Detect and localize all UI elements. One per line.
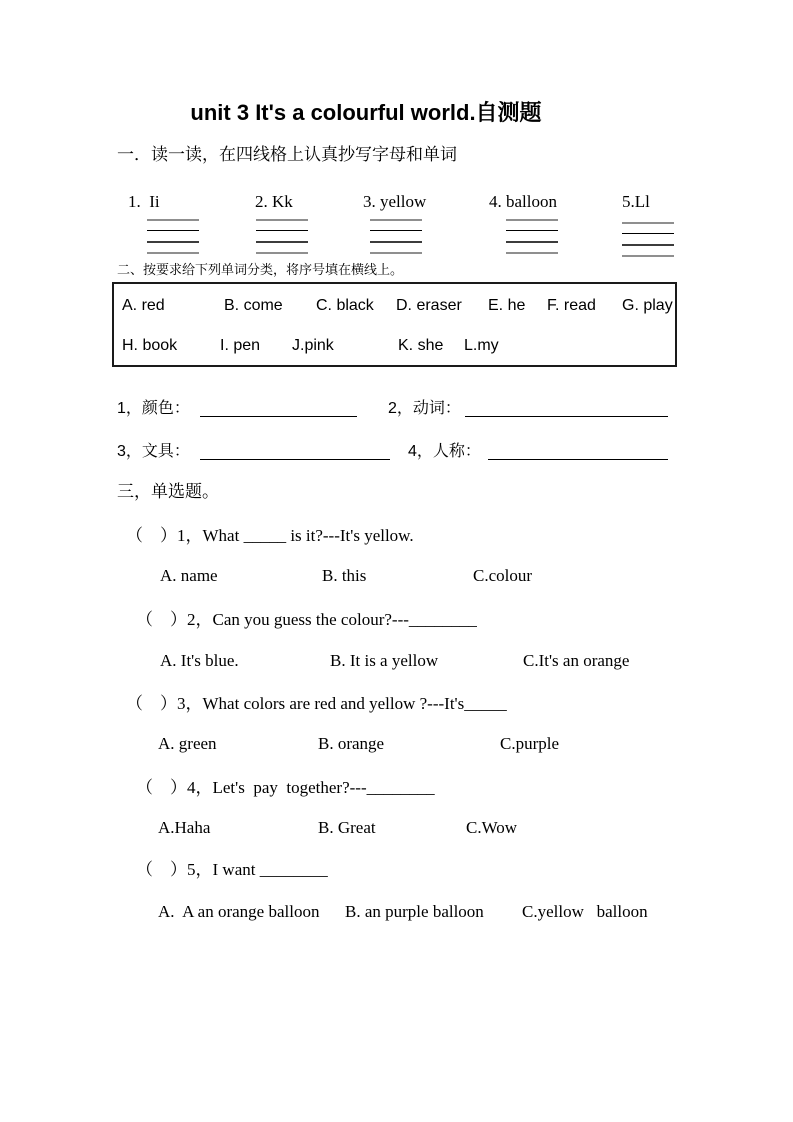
question-3: （ ）3，What colors are red and yellow ?---It's_____ (126, 694, 507, 713)
question-4-option-b: B. Great (318, 818, 376, 837)
copy-item-4: 4. balloon (489, 192, 557, 211)
category-label-stationery: 3，文具： (117, 443, 190, 460)
question-5-option-b: B. an purple balloon (345, 902, 484, 921)
word-i: I. pen (220, 337, 261, 354)
question-2-option-c: C.It's an orange (523, 651, 630, 670)
question-2-option-b: B. It is a yellow (330, 651, 439, 670)
question-1-option-b: B. this (322, 566, 367, 585)
question-5: （ ）5，I want ________ (136, 860, 328, 879)
question-2-option-a: A. It's blue. (160, 651, 239, 670)
writing-grid-3[interactable] (370, 219, 422, 255)
word-c: C. black (316, 297, 374, 314)
word-bank-box (112, 282, 677, 367)
grid-line (370, 230, 422, 231)
grid-line (256, 241, 308, 243)
category-label-colors: 1，颜色： (117, 400, 190, 417)
question-3-option-b: B. orange (318, 734, 385, 753)
writing-grid-4[interactable] (506, 219, 558, 255)
question-4: （ ）4，Let's pay together?---________ (136, 778, 435, 797)
grid-line (147, 219, 199, 221)
writing-grid-1[interactable] (147, 219, 199, 255)
grid-line (147, 241, 199, 243)
grid-line (622, 233, 674, 234)
grid-line (256, 230, 308, 231)
word-g: G. play (622, 297, 673, 314)
section-two-heading: 二、按要求给下列单词分类，将序号填在横线上。 (117, 262, 404, 277)
grid-line (256, 252, 308, 254)
question-1: （ ）1，What _____ is it?---It's yellow. (126, 526, 414, 545)
answer-blank-verbs[interactable] (465, 416, 668, 417)
grid-line (622, 222, 674, 224)
grid-line (256, 219, 308, 221)
word-k: K. she (398, 337, 444, 354)
writing-grid-5[interactable] (622, 222, 674, 258)
question-4-option-c: C.Wow (466, 818, 518, 837)
writing-grid-2[interactable] (256, 219, 308, 255)
grid-line (506, 241, 558, 243)
answer-blank-pronouns[interactable] (488, 459, 668, 460)
word-d: D. eraser (396, 297, 462, 314)
section-three-heading: 三，单选题。 (117, 482, 219, 501)
grid-line (622, 244, 674, 246)
grid-line (147, 252, 199, 254)
grid-line (506, 252, 558, 254)
word-j: J.pink (292, 337, 334, 354)
question-5-option-a: A. A an orange balloon (158, 902, 320, 921)
category-label-verbs: 2，动词： (388, 400, 461, 417)
answer-blank-colors[interactable] (200, 416, 357, 417)
grid-line (147, 230, 199, 231)
section-one-heading: 一．读一读，在四线格上认真抄写字母和单词 (117, 145, 457, 164)
word-b: B. come (224, 297, 283, 314)
copy-item-3: 3. yellow (363, 192, 427, 211)
word-l: L.my (464, 337, 499, 354)
grid-line (622, 255, 674, 257)
copy-item-1: 1. Ii (128, 192, 160, 211)
question-2: （ ）2，Can you guess the colour?---________ (136, 610, 477, 629)
question-4-option-a: A.Haha (158, 818, 211, 837)
grid-line (506, 219, 558, 221)
category-label-pronouns: 4，人称： (408, 443, 481, 460)
word-f: F. read (547, 297, 596, 314)
grid-line (506, 230, 558, 231)
copy-item-5: 5.Ll (622, 192, 650, 211)
question-5-option-c: C.yellow balloon (522, 902, 648, 921)
grid-line (370, 241, 422, 243)
answer-blank-stationery[interactable] (200, 459, 390, 460)
word-e: E. he (488, 297, 526, 314)
page-title: unit 3 It's a colourful world.自测题 (190, 100, 542, 125)
question-1-option-c: C.colour (473, 566, 533, 585)
word-h: H. book (122, 337, 178, 354)
word-a: A. red (122, 297, 165, 314)
question-1-option-a: A. name (160, 566, 218, 585)
copy-item-2: 2. Kk (255, 192, 293, 211)
question-3-option-c: C.purple (500, 734, 560, 753)
question-3-option-a: A. green (158, 734, 217, 753)
grid-line (370, 252, 422, 254)
grid-line (370, 219, 422, 221)
